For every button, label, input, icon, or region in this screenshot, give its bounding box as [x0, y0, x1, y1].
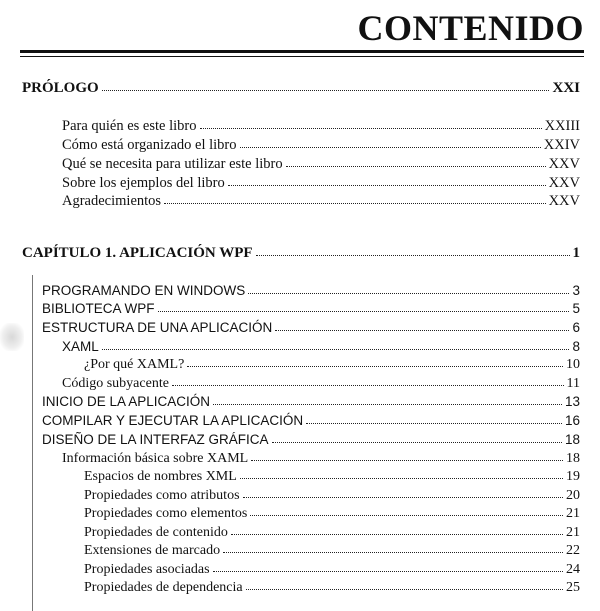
toc-entry[interactable]	[62, 339, 580, 355]
toc-page-number: 20	[566, 488, 580, 503]
toc-page-number: 3	[572, 283, 580, 298]
dot-leader	[231, 524, 563, 535]
toc-entry[interactable]	[42, 394, 580, 410]
toc-entry[interactable]	[62, 451, 580, 467]
dot-leader	[213, 561, 563, 572]
toc-page-number: XXIII	[544, 118, 580, 134]
toc-page-number: 6	[572, 320, 580, 335]
toc-entry[interactable]	[84, 543, 580, 559]
toc-entry-title: Propiedades como elementos	[84, 506, 248, 521]
dot-leader	[223, 542, 563, 553]
toc-entry-title: INICIO DE LA APLICACIÓN	[42, 394, 211, 409]
dot-leader	[250, 505, 563, 516]
dot-leader	[158, 301, 570, 312]
dot-leader	[213, 394, 562, 405]
title-rule-thick	[20, 50, 584, 53]
dot-leader	[275, 320, 569, 331]
toc-entry-title: Código subyacente	[62, 376, 169, 391]
dot-leader	[306, 413, 562, 424]
toc-page-number: XXI	[552, 80, 580, 96]
dot-leader	[248, 283, 569, 294]
dot-leader	[172, 375, 564, 386]
toc-entry[interactable]	[84, 562, 580, 578]
toc-page-number: 18	[564, 432, 580, 447]
toc-entry[interactable]	[42, 320, 580, 336]
dot-leader	[240, 137, 541, 148]
toc-entry-title: Propiedades como atributos	[84, 488, 240, 503]
toc-entry[interactable]	[84, 469, 580, 485]
scan-smudge	[0, 323, 24, 351]
toc-section-capitulo-1[interactable]	[22, 245, 580, 261]
toc-entry[interactable]	[62, 193, 580, 209]
toc-page-number: XXIV	[543, 137, 580, 153]
toc-section-title: PRÓLOGO	[22, 80, 99, 96]
dot-leader	[240, 468, 563, 479]
toc-entry-title: PROGRAMANDO EN WINDOWS	[42, 283, 246, 298]
toc-entry-title: Cómo está organizado el libro	[62, 137, 237, 153]
toc-page-number: 18	[566, 451, 580, 466]
toc-page-number: 24	[566, 562, 580, 577]
toc-section-title: CAPÍTULO 1. APLICACIÓN WPF	[22, 245, 253, 261]
toc-entry-title: Espacios de nombres XML	[84, 469, 237, 484]
dot-leader	[228, 175, 546, 186]
toc-page-number: XXV	[548, 156, 580, 172]
toc-entry[interactable]	[84, 580, 580, 596]
toc-entry[interactable]	[42, 301, 580, 317]
toc-entry[interactable]	[42, 283, 580, 299]
toc-page-number: 16	[564, 413, 580, 428]
toc-entry-title: Extensiones de marcado	[84, 543, 221, 558]
chapter-margin-line	[32, 275, 33, 611]
toc-entry[interactable]	[62, 175, 580, 191]
dot-leader	[251, 450, 563, 461]
dot-leader	[102, 339, 570, 350]
toc-entry[interactable]	[62, 156, 580, 172]
toc-section-prologo[interactable]	[22, 80, 580, 96]
toc-entry-title: Para quién es este libro	[62, 118, 197, 134]
dot-leader	[164, 193, 546, 204]
toc-entry[interactable]	[84, 525, 580, 541]
toc-page-number: 21	[566, 525, 580, 540]
toc-entry-title: COMPILAR Y EJECUTAR LA APLICACIÓN	[42, 413, 304, 428]
dot-leader	[246, 579, 563, 590]
title-rule-thin	[20, 56, 584, 57]
toc-entry-title: XAML	[62, 339, 99, 354]
toc-page-number: 1	[572, 245, 580, 261]
dot-leader	[286, 156, 546, 167]
toc-entry[interactable]	[42, 413, 580, 429]
toc-entry[interactable]	[62, 376, 580, 392]
toc-entry-title: Qué se necesita para utilizar este libro	[62, 156, 283, 172]
toc-entry-title: Información básica sobre XAML	[62, 451, 249, 466]
toc-page-number: 10	[566, 357, 580, 372]
dot-leader	[200, 118, 542, 129]
toc-page-number: 13	[564, 394, 580, 409]
toc-entry-title: ¿Por qué XAML?	[84, 357, 185, 372]
toc-entry[interactable]	[84, 488, 580, 504]
toc-page-number: 19	[566, 469, 580, 484]
toc-entry[interactable]	[84, 357, 580, 373]
dot-leader	[272, 432, 562, 443]
toc-entry-title: Propiedades de dependencia	[84, 580, 243, 595]
toc-page-number: 25	[566, 580, 580, 595]
dot-leader	[243, 487, 563, 498]
toc-entry[interactable]	[62, 118, 580, 134]
toc-entry-title: DISEÑO DE LA INTERFAZ GRÁFICA	[42, 432, 269, 447]
toc-entry[interactable]	[42, 432, 580, 448]
toc-page-number: 8	[572, 339, 580, 354]
toc-page-number: XXV	[548, 193, 580, 209]
toc-entry-title: Agradecimientos	[62, 193, 162, 209]
toc-page-number: 22	[566, 543, 580, 558]
toc-entry-title: ESTRUCTURA DE UNA APLICACIÓN	[42, 320, 273, 335]
toc-entry-title: BIBLIOTECA WPF	[42, 301, 155, 316]
toc-page-number: XXV	[548, 175, 580, 191]
toc-page-number: 21	[566, 506, 580, 521]
toc-page-number: 11	[566, 376, 580, 391]
dot-leader	[256, 245, 570, 256]
toc-entry[interactable]	[84, 506, 580, 522]
toc-entry[interactable]	[62, 137, 580, 153]
toc-entry-title: Sobre los ejemplos del libro	[62, 175, 225, 191]
dot-leader	[187, 356, 563, 367]
toc-entry-title: Propiedades asociadas	[84, 562, 210, 577]
page-title: CONTENIDO	[357, 8, 584, 48]
toc-entry-title: Propiedades de contenido	[84, 525, 228, 540]
dot-leader	[102, 80, 550, 91]
toc-page-number: 5	[572, 301, 580, 316]
